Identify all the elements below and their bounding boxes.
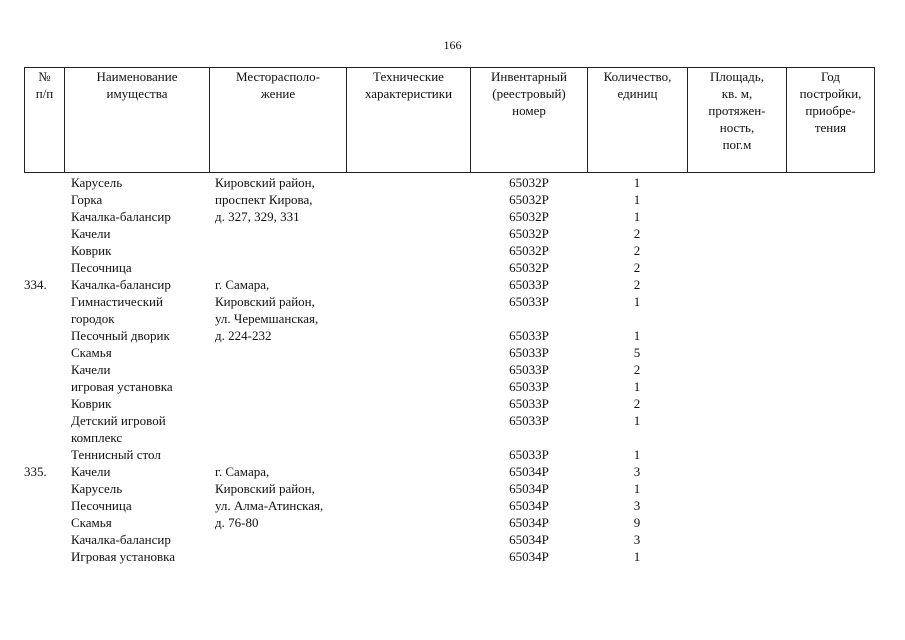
quantity: 1 <box>633 447 641 462</box>
quantity: 9 <box>633 515 641 530</box>
header-line: кв. м, <box>721 86 753 101</box>
table-row <box>24 463 875 480</box>
inventory-number: 65034Р <box>509 498 549 513</box>
inventory-number: 65034Р <box>509 515 549 530</box>
header-line: Месторасполо- <box>236 69 320 84</box>
header-line: имущества <box>106 86 168 101</box>
header-line: единиц <box>617 86 658 101</box>
quantity: 1 <box>633 175 641 190</box>
header-col-area <box>687 67 786 173</box>
header-line: приобре- <box>805 103 856 118</box>
item-name: Коврик <box>71 243 112 258</box>
header-line: протяжен- <box>708 103 766 118</box>
inventory-number: 65033Р <box>509 294 549 309</box>
item-location: д. 327, 329, 331 <box>215 209 300 224</box>
inventory-number: 65033Р <box>509 328 549 343</box>
quantity: 2 <box>633 243 641 258</box>
inventory-number: 65032Р <box>509 260 549 275</box>
item-name: Качалка-балансир <box>71 277 171 292</box>
table-body <box>24 174 875 565</box>
item-name: Горка <box>71 192 103 207</box>
header-col-year <box>786 67 875 173</box>
item-location: г. Самара, <box>215 277 270 292</box>
header-line: тения <box>814 120 847 135</box>
item-name: Детский игровой <box>71 413 166 428</box>
item-name: Скамья <box>71 515 112 530</box>
header-col-location <box>209 67 346 173</box>
header-line: Наименование <box>96 69 178 84</box>
header-line: пог.м <box>722 137 752 152</box>
table-row <box>24 548 875 565</box>
quantity: 1 <box>633 328 641 343</box>
table-row <box>24 174 875 191</box>
item-location: ул. Черемшанская, <box>215 311 319 326</box>
item-location: Кировский район, <box>215 294 315 309</box>
item-name: Качалка-балансир <box>71 532 171 547</box>
header-line: жение <box>260 86 296 101</box>
item-name: Теннисный стол <box>71 447 161 462</box>
item-location: д. 76-80 <box>215 515 259 530</box>
quantity: 1 <box>633 209 641 224</box>
table-row <box>24 514 875 531</box>
header-col-number <box>24 67 64 173</box>
inventory-number: 65033Р <box>509 396 549 411</box>
item-name: Песочница <box>71 498 132 513</box>
item-name: комплекс <box>71 430 123 445</box>
table-row <box>24 327 875 344</box>
header-line: Технические <box>373 69 444 84</box>
inventory-number: 65033Р <box>509 413 549 428</box>
table-row <box>24 480 875 497</box>
quantity: 1 <box>633 379 641 394</box>
item-name: Карусель <box>71 481 123 496</box>
table-row <box>24 446 875 463</box>
table-row <box>24 259 875 276</box>
header-col-inventory <box>470 67 587 173</box>
item-name: Песочница <box>71 260 132 275</box>
item-location: Кировский район, <box>215 175 315 190</box>
quantity: 3 <box>633 464 641 479</box>
quantity: 5 <box>633 345 641 360</box>
quantity: 1 <box>633 294 641 309</box>
table-header <box>24 67 875 173</box>
item-name: Качели <box>71 464 111 479</box>
table-row <box>24 344 875 361</box>
header-line: Год <box>820 69 841 84</box>
table-row <box>24 378 875 395</box>
header-bottom-rule <box>24 172 875 173</box>
item-name: Качалка-балансир <box>71 209 171 224</box>
inventory-number: 65032Р <box>509 226 549 241</box>
item-name: игровая установка <box>71 379 173 394</box>
row-number: 335. <box>24 464 47 479</box>
inventory-number: 65033Р <box>509 447 549 462</box>
quantity: 2 <box>633 226 641 241</box>
item-location: ул. Алма-Атинская, <box>215 498 324 513</box>
table-row <box>24 208 875 225</box>
table-row <box>24 225 875 242</box>
header-line: номер <box>512 103 546 118</box>
table-row <box>24 531 875 548</box>
table-row <box>24 497 875 514</box>
quantity: 1 <box>633 549 641 564</box>
inventory-number: 65034Р <box>509 481 549 496</box>
item-name: городок <box>71 311 115 326</box>
quantity: 1 <box>633 192 641 207</box>
item-location: г. Самара, <box>215 464 270 479</box>
table-row <box>24 276 875 293</box>
table-row <box>24 191 875 208</box>
table-row <box>24 310 875 327</box>
table-row <box>24 293 875 310</box>
quantity: 2 <box>633 396 641 411</box>
quantity: 3 <box>633 498 641 513</box>
table-row <box>24 429 875 446</box>
header-col-name <box>64 67 209 173</box>
inventory-number: 65033Р <box>509 379 549 394</box>
inventory-number: 65034Р <box>509 532 549 547</box>
header-line: Инвентарный <box>491 69 567 84</box>
quantity: 3 <box>633 532 641 547</box>
header-line: Количество, <box>603 69 672 84</box>
header-line: постройки, <box>799 86 862 101</box>
item-location: Кировский район, <box>215 481 315 496</box>
header-line: п/п <box>35 86 54 101</box>
table-row <box>24 395 875 412</box>
item-name: Скамья <box>71 345 112 360</box>
item-name: Карусель <box>71 175 123 190</box>
quantity: 1 <box>633 413 641 428</box>
item-name: Гимнастический <box>71 294 163 309</box>
item-location: проспект Кирова, <box>215 192 313 207</box>
table-row <box>24 361 875 378</box>
header-line: (реестровый) <box>492 86 566 101</box>
inventory-number: 65032Р <box>509 175 549 190</box>
row-number: 334. <box>24 277 47 292</box>
inventory-number: 65032Р <box>509 243 549 258</box>
inventory-number: 65033Р <box>509 362 549 377</box>
quantity: 2 <box>633 277 641 292</box>
quantity: 1 <box>633 481 641 496</box>
inventory-number: 65034Р <box>509 549 549 564</box>
item-location: д. 224-232 <box>215 328 272 343</box>
inventory-number: 65033Р <box>509 345 549 360</box>
header-col-quantity <box>587 67 687 173</box>
quantity: 2 <box>633 362 641 377</box>
inventory-number: 65033Р <box>509 277 549 292</box>
page-number: 166 <box>443 38 462 52</box>
header-line: Площадь, <box>710 69 764 84</box>
header-line: ность, <box>719 120 755 135</box>
table-row <box>24 412 875 429</box>
header-col-technical <box>346 67 470 173</box>
item-name: Игровая установка <box>71 549 176 564</box>
item-name: Коврик <box>71 396 112 411</box>
item-name: Песочный дворик <box>71 328 170 343</box>
quantity: 2 <box>633 260 641 275</box>
inventory-number: 65034Р <box>509 464 549 479</box>
item-name: Качели <box>71 362 111 377</box>
inventory-number: 65032Р <box>509 192 549 207</box>
item-name: Качели <box>71 226 111 241</box>
header-line: характеристики <box>364 86 453 101</box>
header-line: № <box>38 69 51 84</box>
table-row <box>24 242 875 259</box>
inventory-number: 65032Р <box>509 209 549 224</box>
